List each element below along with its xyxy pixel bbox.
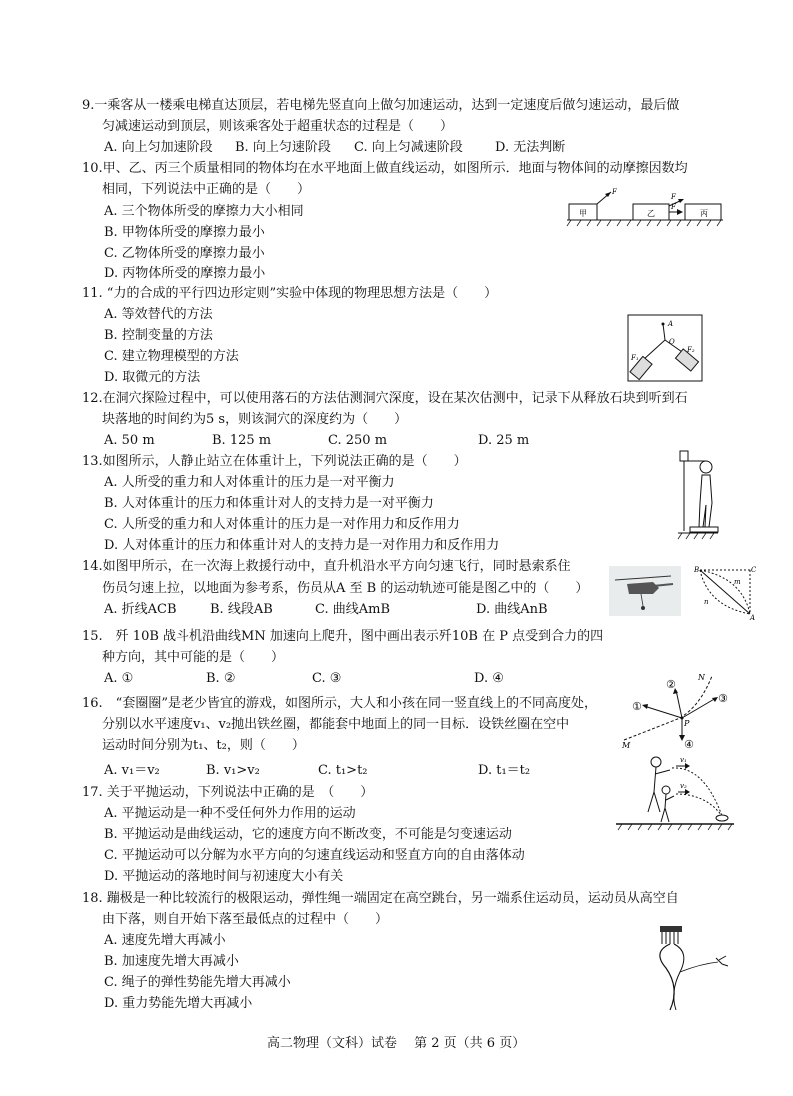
q16-text-line-2: 分别以水平速度v₁、v₂抛出铁丝圈，都能套中地面上的同一目标．设铁丝圈在空中: [102, 717, 570, 732]
q15-text-line-1: 15. 歼 10B 战斗机沿曲线MN 加速向上爬升，图中画出表示歼10B 在 P 点受到合力的四: [82, 629, 604, 644]
q14-helicopter-photo: [609, 566, 681, 616]
curve-label-n: N: [698, 673, 705, 682]
q12-option-b[interactable]: B. 125 m: [212, 433, 272, 448]
q15-text-line-2: 种方向，其中可能的是（ ）: [102, 650, 285, 665]
q10-text-line-2: 相同，下列说法中正确的是（ ）: [102, 182, 311, 197]
traj-label-c: C: [751, 566, 756, 574]
traj-label-n: n: [704, 598, 709, 606]
traj-label-m: m: [734, 578, 741, 586]
q14-text-line-1: 14.如图甲所示，在一次海上救援行动中，直升机沿水平方向匀速飞行，同时悬索系住: [82, 559, 571, 574]
traj-label-b: B: [694, 566, 700, 574]
q12-option-d[interactable]: D. 25 m: [478, 433, 530, 448]
q11-option-b[interactable]: B. 控制变量的方法: [104, 328, 213, 343]
q11-option-a[interactable]: A. 等效替代的方法: [104, 307, 213, 322]
curve-label-m: M: [622, 741, 631, 750]
velocity-label-2: v₂: [680, 782, 687, 790]
q13-option-d[interactable]: D. 人对体重计的压力和体重计对人的支持力是一对作用力和反作用力: [104, 538, 500, 553]
force-label-1: F: [612, 188, 617, 196]
label-f1: F₁: [631, 354, 639, 362]
label-yi: 乙: [647, 209, 655, 218]
q14-option-a[interactable]: A. 折线ACB: [104, 602, 177, 617]
q9-text-line-2: 匀减速运动到顶层，则该乘客处于超重状态的过程是（ ）: [102, 119, 454, 134]
q16-option-d[interactable]: D. t₁＝t₂: [478, 763, 531, 778]
q11-force-table-figure: [627, 314, 703, 382]
q14-option-c[interactable]: C. 曲线AmB: [315, 602, 391, 617]
q13-person-on-scale-figure: [676, 447, 720, 541]
q10-option-d[interactable]: D. 丙物体所受的摩擦力最小: [104, 266, 266, 281]
label-a: A: [668, 320, 674, 328]
q17-option-d[interactable]: D. 平抛运动的落地时间与初速度大小有关: [104, 869, 344, 884]
q11-option-c[interactable]: C. 建立物理模型的方法: [104, 349, 239, 364]
q10-option-c[interactable]: C. 乙物体所受的摩擦力最小: [104, 246, 265, 261]
q10-blocks-figure: [565, 186, 725, 228]
force-label-2: F: [671, 203, 676, 211]
q16-text-line-3: 运动时间分别为t₁、t₂，则（ ）: [102, 738, 305, 753]
q15-option-b[interactable]: B. ②: [206, 671, 236, 686]
q10-option-b[interactable]: B. 甲物体所受的摩擦力最小: [104, 225, 265, 240]
q11-text-line-1: 11. “力的合成的平行四边形定则”实验中体现的物理思想方法是（ ）: [82, 286, 498, 301]
force-label-3: F: [671, 193, 676, 201]
q14-option-b[interactable]: B. 线段AB: [210, 602, 273, 617]
label-o: O: [669, 338, 675, 346]
q17-option-c[interactable]: C. 平抛运动可以分解为水平方向的匀速直线运动和竖直方向的自由落体动: [104, 848, 525, 863]
q15-option-a[interactable]: A. ①: [104, 671, 134, 686]
point-label-p: P: [684, 719, 690, 728]
q15-option-c[interactable]: C. ③: [312, 671, 342, 686]
q17-option-a[interactable]: A. 平抛运动是一种不受任何外力作用的运动: [104, 806, 356, 821]
q12-text-line-1: 12.在洞穴探险过程中，可以使用落石的方法估测洞穴深度，设在某次估测中，记录下从释放石块到听到石: [82, 391, 688, 406]
q13-option-c[interactable]: C. 人所受的重力和人对体重计的压力是一对作用力和反作用力: [104, 517, 460, 532]
q12-option-c[interactable]: C. 250 m: [328, 433, 388, 448]
velocity-label-1: v₁: [680, 756, 687, 764]
q9-option-c[interactable]: C. 向上匀减速阶段: [354, 140, 463, 155]
label-f2: F₂: [687, 346, 695, 354]
q18-option-d[interactable]: D. 重力势能先增大再减小: [104, 996, 253, 1011]
q13-option-a[interactable]: A. 人所受的重力和人对体重计的压力是一对平衡力: [104, 475, 395, 490]
q18-option-c[interactable]: C. 绳子的弹性势能先增大再减小: [104, 975, 291, 990]
q14-text-line-2: 伤员匀速上拉，以地面为参考系，伤员从A 至 B 的运动轨迹可能是图乙中的（ ）: [102, 581, 589, 596]
q18-option-b[interactable]: B. 加速度先增大再减小: [104, 954, 239, 969]
q13-text-line-1: 13.如图所示，人静止站立在体重计上，下列说法正确的是（ ）: [82, 454, 467, 469]
q18-bungee-figure: [640, 922, 734, 1014]
q12-option-a[interactable]: A. 50 m: [104, 433, 155, 448]
q18-text-line-2: 由下落，则自开始下落至最低点的过程中（ ）: [102, 912, 389, 927]
q9-option-d[interactable]: D. 无法判断: [495, 140, 566, 155]
q11-option-d[interactable]: D. 取微元的方法: [104, 370, 201, 385]
q14-option-d[interactable]: D. 曲线AnB: [476, 602, 548, 617]
page-footer: 高二物理（文科）试卷 第 2 页（共 6 页）: [267, 1036, 526, 1051]
q10-option-a[interactable]: A. 三个物体所受的摩擦力大小相同: [104, 204, 304, 219]
q17-option-b[interactable]: B. 平抛运动是曲线运动，它的速度方向不断改变，不可能是匀变速运动: [104, 827, 512, 842]
q17-text-line-1: 17. 关于平抛运动，下列说法中正确的是 （ ）: [82, 785, 374, 800]
traj-label-a: A: [750, 614, 756, 620]
direction-3: ③: [718, 692, 728, 705]
q18-option-a[interactable]: A. 速度先增大再减小: [104, 933, 226, 948]
q12-text-line-2: 块落地的时间约为5 s，则该洞穴的深度约为（ ）: [102, 412, 408, 427]
q15-force-directions-figure: [620, 670, 732, 752]
q13-option-b[interactable]: B. 人对体重计的压力和体重计对人的支持力是一对平衡力: [104, 496, 434, 511]
q9-option-b[interactable]: B. 向上匀速阶段: [235, 140, 331, 155]
q9-option-a[interactable]: A. 向上匀加速阶段: [104, 140, 213, 155]
q18-text-line-1: 18. 蹦极是一种比较流行的极限运动，弹性绳一端固定在高空跳台，另一端系住运动员，运动员从高空自: [82, 891, 679, 906]
q16-option-b[interactable]: B. v₁>v₂: [206, 763, 260, 778]
direction-1: ①: [632, 700, 642, 713]
direction-2: ②: [666, 678, 676, 691]
q16-option-a[interactable]: A. v₁＝v₂: [104, 763, 160, 778]
q15-option-d[interactable]: D. ④: [474, 671, 504, 686]
label-jia: 甲: [579, 209, 587, 218]
label-bing: 丙: [700, 209, 708, 218]
q16-ring-toss-figure: [614, 752, 736, 832]
q16-text-line-1: 16. “套圈圈”是老少皆宜的游戏，如图所示，大人和小孩在同一竖直线上的不同高度处，: [82, 696, 597, 711]
q16-option-c[interactable]: C. t₁>t₂: [318, 763, 368, 778]
q9-text-line-1: 9.一乘客从一楼乘电梯直达顶层，若电梯先竖直向上做匀加速运动，达到一定速度后做匀速运动，最后做: [82, 98, 680, 113]
q10-text-line-1: 10.甲、乙、丙三个质量相同的物体均在水平地面上做直线运动，如图所示．地面与物体间的动摩擦因数均: [82, 161, 688, 176]
direction-4: ④: [684, 738, 694, 751]
q14-trajectory-figure: [694, 564, 756, 620]
